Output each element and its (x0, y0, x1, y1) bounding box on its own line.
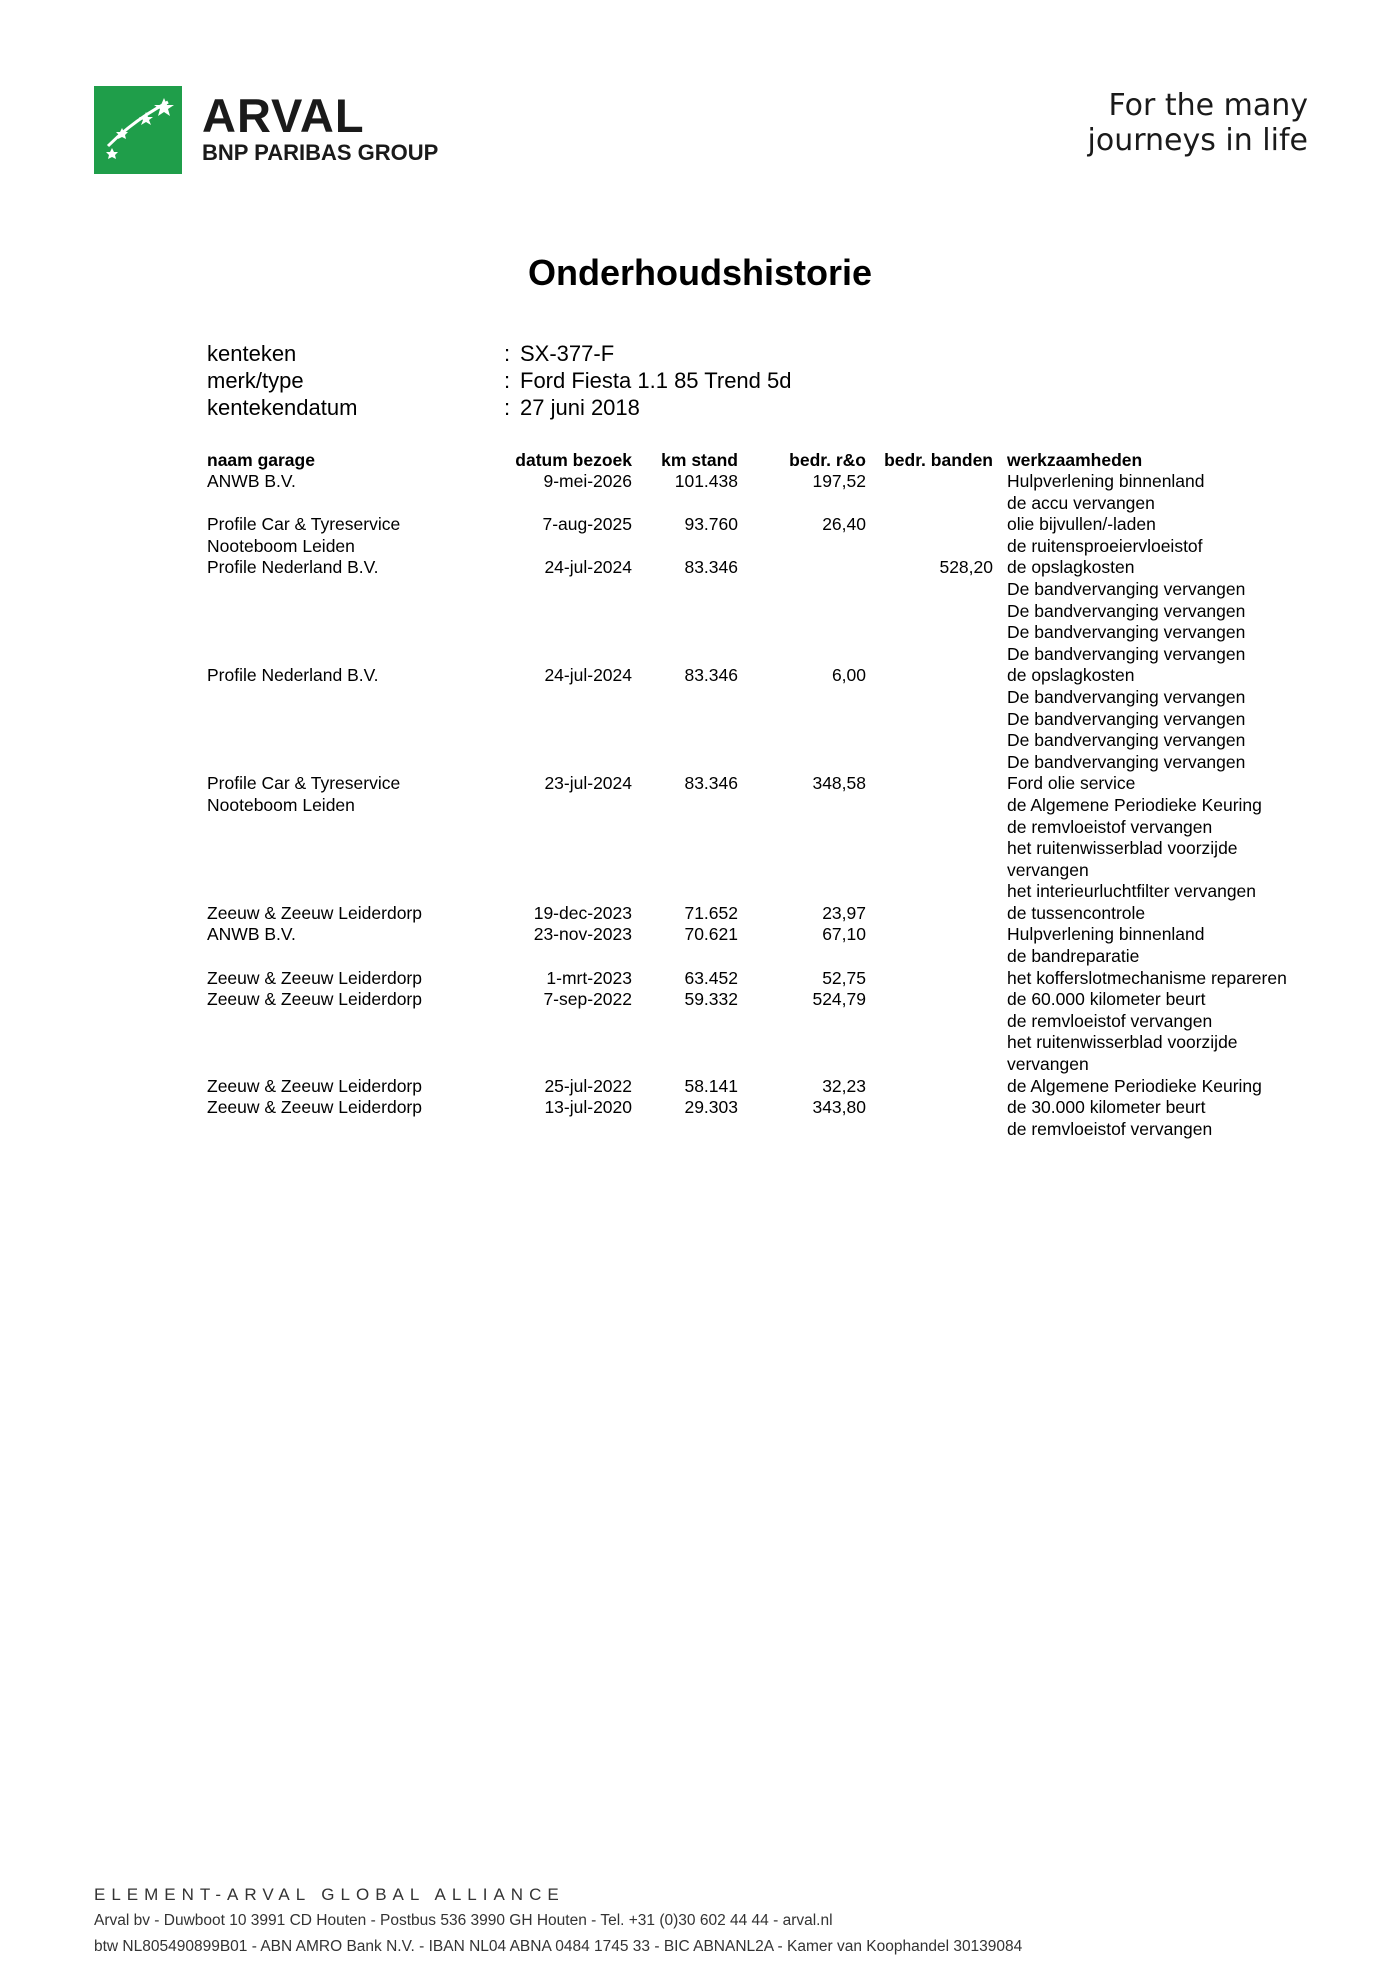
cell-garage (207, 924, 497, 967)
cell-km-line: 58.141 (684, 1075, 738, 1096)
cell-ro (738, 514, 866, 557)
cell-work-line: De bandvervanging vervangen (1007, 600, 1246, 621)
cell-garage (207, 773, 497, 903)
table-header-row (207, 449, 1337, 471)
cell-ro-line: 348,58 (812, 773, 866, 794)
cell-work-line: de Algemene Periodieke Keuring (1007, 794, 1262, 815)
vehicle-info-row (207, 340, 792, 367)
cell-km-line: 59.332 (684, 989, 738, 1010)
cell-work-line: De bandvervanging vervangen (1007, 643, 1246, 664)
table-row (207, 557, 1337, 665)
cell-ro-line: 23,97 (822, 902, 866, 923)
cell-work-line: de tussencontrole (1007, 902, 1146, 923)
header-date: datum bezoek (515, 450, 632, 470)
cell-garage-line: Zeeuw & Zeeuw Leiderdorp (207, 967, 422, 988)
cell-km-line: 71.652 (684, 902, 738, 923)
cell-km (632, 903, 738, 925)
cell-date (497, 773, 632, 903)
table-row (207, 471, 1337, 514)
vehicle-info-label: merk/type (207, 368, 304, 393)
cell-garage (207, 514, 497, 557)
cell-km-line: 70.621 (684, 924, 738, 945)
cell-date (497, 924, 632, 967)
cell-km-line: 101.438 (674, 471, 738, 491)
brand-name: ARVAL (202, 89, 365, 142)
cell-work-line: het kofferslotmechanisme repareren (1007, 967, 1287, 988)
cell-date-line: 19-dec-2023 (533, 902, 632, 923)
footer-alliance: ELEMENT-ARVAL GLOBAL ALLIANCE (94, 1885, 565, 1904)
maintenance-history-table (207, 449, 1337, 1140)
cell-work-line: de remvloeistof vervangen (1007, 1010, 1213, 1031)
cell-work (993, 773, 1337, 903)
header-km: km stand (661, 450, 738, 470)
cell-km-line: 83.346 (684, 557, 738, 578)
cell-garage-line: ANWB B.V. (207, 471, 296, 491)
cell-banden-line: 528,20 (939, 557, 993, 578)
cell-work-line: De bandvervanging vervangen (1007, 578, 1246, 599)
cell-work (993, 471, 1337, 514)
brand-group: BNP PARIBAS GROUP (202, 140, 439, 165)
cell-ro (738, 989, 866, 1075)
cell-ro-line: 52,75 (822, 967, 866, 988)
vehicle-info-value: SX-377-F (520, 341, 615, 366)
table-body (207, 471, 1337, 1140)
cell-garage-line: Profile Nederland B.V. (207, 665, 379, 686)
cell-work-line: vervangen (1007, 1054, 1089, 1075)
cell-km (632, 1097, 738, 1140)
cell-work-line: Hulpverlening binnenland (1007, 471, 1205, 491)
cell-banden-line (866, 773, 993, 795)
table-row (207, 1097, 1337, 1140)
cell-work-line: de bandreparatie (1007, 946, 1140, 967)
colon-separator: : (504, 395, 511, 420)
cell-garage-line: Profile Car & Tyreservice (207, 773, 401, 794)
cell-km (632, 989, 738, 1075)
cell-date-line: 24-jul-2024 (544, 557, 632, 578)
cell-date-line: 7-sep-2022 (543, 989, 632, 1010)
cell-garage (207, 989, 497, 1075)
cell-work-line: de 60.000 kilometer beurt (1007, 989, 1206, 1010)
cell-banden-line (866, 968, 993, 990)
cell-work-line: vervangen (1007, 859, 1089, 880)
cell-km-line: 83.346 (684, 665, 738, 686)
table-row (207, 514, 1337, 557)
cell-date (497, 989, 632, 1075)
cell-ro-line: 26,40 (822, 514, 866, 535)
cell-date (497, 968, 632, 990)
vehicle-info-row (207, 367, 792, 394)
cell-ro-line: 343,80 (812, 1097, 866, 1118)
cell-banden (866, 514, 993, 557)
cell-banden-line (866, 903, 993, 925)
cell-garage-line: Zeeuw & Zeeuw Leiderdorp (207, 989, 422, 1010)
cell-km-line: 63.452 (684, 967, 738, 988)
cell-ro-line: 32,23 (822, 1075, 866, 1096)
cell-banden (866, 1076, 993, 1098)
cell-garage-line: Nooteboom Leiden (207, 535, 355, 556)
table-row (207, 903, 1337, 925)
cell-date (497, 1076, 632, 1098)
footer (94, 1882, 1022, 1960)
cell-garage (207, 968, 497, 990)
cell-date (497, 557, 632, 665)
vehicle-info-value: 27 juni 2018 (520, 395, 640, 420)
cell-ro (738, 665, 866, 773)
cell-ro-line: 524,79 (812, 989, 866, 1010)
cell-banden (866, 557, 993, 665)
cell-banden-line (866, 514, 993, 536)
cell-km-line: 93.760 (684, 514, 738, 535)
table-row (207, 989, 1337, 1075)
cell-work-line: de remvloeistof vervangen (1007, 816, 1213, 837)
cell-garage-line: Zeeuw & Zeeuw Leiderdorp (207, 1075, 422, 1096)
cell-garage (207, 557, 497, 665)
cell-work-line: De bandvervanging vervangen (1007, 751, 1246, 772)
cell-ro-line: 197,52 (812, 471, 866, 491)
cell-ro-line (738, 557, 866, 579)
cell-ro (738, 1076, 866, 1098)
cell-banden (866, 924, 993, 967)
cell-garage (207, 1097, 497, 1140)
cell-banden (866, 665, 993, 773)
cell-km (632, 924, 738, 967)
colon-separator: : (504, 341, 511, 366)
cell-banden-line (866, 665, 993, 687)
cell-date-line: 23-nov-2023 (533, 924, 632, 945)
cell-date-line: 23-jul-2024 (544, 773, 632, 794)
cell-garage (207, 665, 497, 773)
table-row (207, 665, 1337, 773)
cell-work-line: De bandvervanging vervangen (1007, 730, 1246, 751)
cell-work-line: de opslagkosten (1007, 557, 1135, 578)
tagline-line-2: journeys in life (1087, 123, 1308, 158)
cell-banden (866, 1097, 993, 1140)
cell-km-line: 29.303 (684, 1097, 738, 1118)
cell-date-line: 13-jul-2020 (544, 1097, 632, 1118)
cell-work (993, 903, 1337, 925)
cell-ro (738, 903, 866, 925)
cell-work-line: Ford olie service (1007, 773, 1136, 794)
vehicle-info-row (207, 394, 792, 421)
cell-km (632, 514, 738, 557)
colon-separator: : (504, 368, 511, 393)
arval-logo (94, 86, 438, 174)
cell-banden (866, 773, 993, 903)
cell-km-line: 83.346 (684, 773, 738, 794)
cell-km (632, 968, 738, 990)
cell-km (632, 665, 738, 773)
cell-banden (866, 471, 993, 514)
cell-banden-line (866, 1097, 993, 1119)
cell-ro (738, 1097, 866, 1140)
footer-bank: btw NL805490899B01 - ABN AMRO Bank N.V. - IBAN NL04 ABNA 0484 1745 33 - BIC ABNANL2A - Kamer van Koophandel 30139084 (94, 1938, 1023, 1955)
cell-work-line: De bandvervanging vervangen (1007, 622, 1246, 643)
cell-date-line: 9-mei-2026 (543, 471, 632, 491)
cell-ro-line: 67,10 (822, 924, 866, 945)
cell-banden (866, 989, 993, 1075)
cell-date-line: 24-jul-2024 (544, 665, 632, 686)
cell-work-line: het interieurluchtfilter vervangen (1007, 881, 1257, 902)
table-row (207, 968, 1337, 990)
cell-ro (738, 773, 866, 903)
vehicle-info (207, 340, 792, 421)
cell-work-line: De bandvervanging vervangen (1007, 708, 1246, 729)
cell-work-line: het ruitenwisserblad voorzijde (1007, 838, 1238, 859)
cell-date (497, 665, 632, 773)
page-title: Onderhoudshistorie (527, 252, 873, 293)
cell-km (632, 471, 738, 514)
cell-km (632, 557, 738, 665)
cell-work (993, 1097, 1337, 1140)
cell-garage-line: Zeeuw & Zeeuw Leiderdorp (207, 1097, 422, 1118)
cell-garage (207, 471, 497, 514)
cell-garage-line: ANWB B.V. (207, 924, 296, 945)
cell-ro (738, 471, 866, 514)
cell-ro (738, 924, 866, 967)
bnp-paribas-stars-icon (94, 86, 182, 174)
cell-garage-line: Zeeuw & Zeeuw Leiderdorp (207, 902, 422, 923)
cell-work-line: de remvloeistof vervangen (1007, 1118, 1213, 1139)
cell-ro (738, 968, 866, 990)
cell-work-line: De bandvervanging vervangen (1007, 686, 1246, 707)
cell-date-line: 1-mrt-2023 (546, 967, 632, 988)
cell-work (993, 989, 1337, 1075)
table-row (207, 924, 1337, 967)
cell-km (632, 1076, 738, 1098)
cell-km (632, 773, 738, 903)
cell-banden (866, 903, 993, 925)
cell-banden-line (866, 924, 993, 946)
header-garage: naam garage (207, 450, 315, 470)
cell-date-line: 7-aug-2025 (542, 514, 632, 535)
cell-work-line: de accu vervangen (1007, 492, 1155, 513)
cell-banden-line (866, 989, 993, 1011)
cell-ro (738, 557, 866, 665)
header-ro: bedr. r&o (789, 450, 866, 470)
cell-ro-line: 6,00 (831, 665, 866, 686)
cell-date (497, 903, 632, 925)
cell-garage-line: Nooteboom Leiden (207, 794, 355, 815)
cell-work-line: de opslagkosten (1007, 665, 1135, 686)
footer-address: Arval bv - Duwboot 10 3991 CD Houten - Postbus 536 3990 GH Houten - Tel. +31 (0)30 602 44 44 - arval.nl (94, 1912, 833, 1929)
cell-garage (207, 1076, 497, 1098)
cell-date (497, 514, 632, 557)
cell-work (993, 557, 1337, 665)
cell-date (497, 471, 632, 514)
header-banden: bedr. banden (884, 450, 993, 470)
cell-garage-line: Profile Nederland B.V. (207, 557, 379, 578)
cell-date (497, 1097, 632, 1140)
cell-banden-line (866, 471, 993, 493)
vehicle-info-label: kenteken (207, 341, 297, 366)
tagline (1088, 88, 1308, 158)
cell-work-line: de 30.000 kilometer beurt (1007, 1097, 1206, 1118)
cell-work-line: het ruitenwisserblad voorzijde (1007, 1032, 1238, 1053)
cell-work (993, 514, 1337, 557)
cell-work (993, 924, 1337, 967)
cell-work (993, 665, 1337, 773)
vehicle-info-label: kentekendatum (207, 395, 358, 420)
cell-garage (207, 903, 497, 925)
cell-work (993, 1076, 1337, 1098)
cell-work-line: de Algemene Periodieke Keuring (1007, 1075, 1262, 1096)
tagline-line-1: For the many (1108, 88, 1308, 123)
vehicle-info-value: Ford Fiesta 1.1 85 Trend 5d (520, 368, 792, 393)
cell-date-line: 25-jul-2022 (544, 1075, 632, 1096)
header-work: werkzaamheden (1007, 450, 1143, 470)
cell-work-line: de ruitensproeiervloeistof (1007, 535, 1203, 556)
table-row (207, 773, 1337, 903)
cell-work-line: Hulpverlening binnenland (1007, 924, 1205, 945)
cell-work-line: olie bijvullen/-laden (1007, 514, 1156, 535)
cell-work (993, 968, 1337, 990)
cell-garage-line: Profile Car & Tyreservice (207, 514, 401, 535)
cell-banden-line (866, 1076, 993, 1098)
table-row (207, 1076, 1337, 1098)
cell-banden (866, 968, 993, 990)
